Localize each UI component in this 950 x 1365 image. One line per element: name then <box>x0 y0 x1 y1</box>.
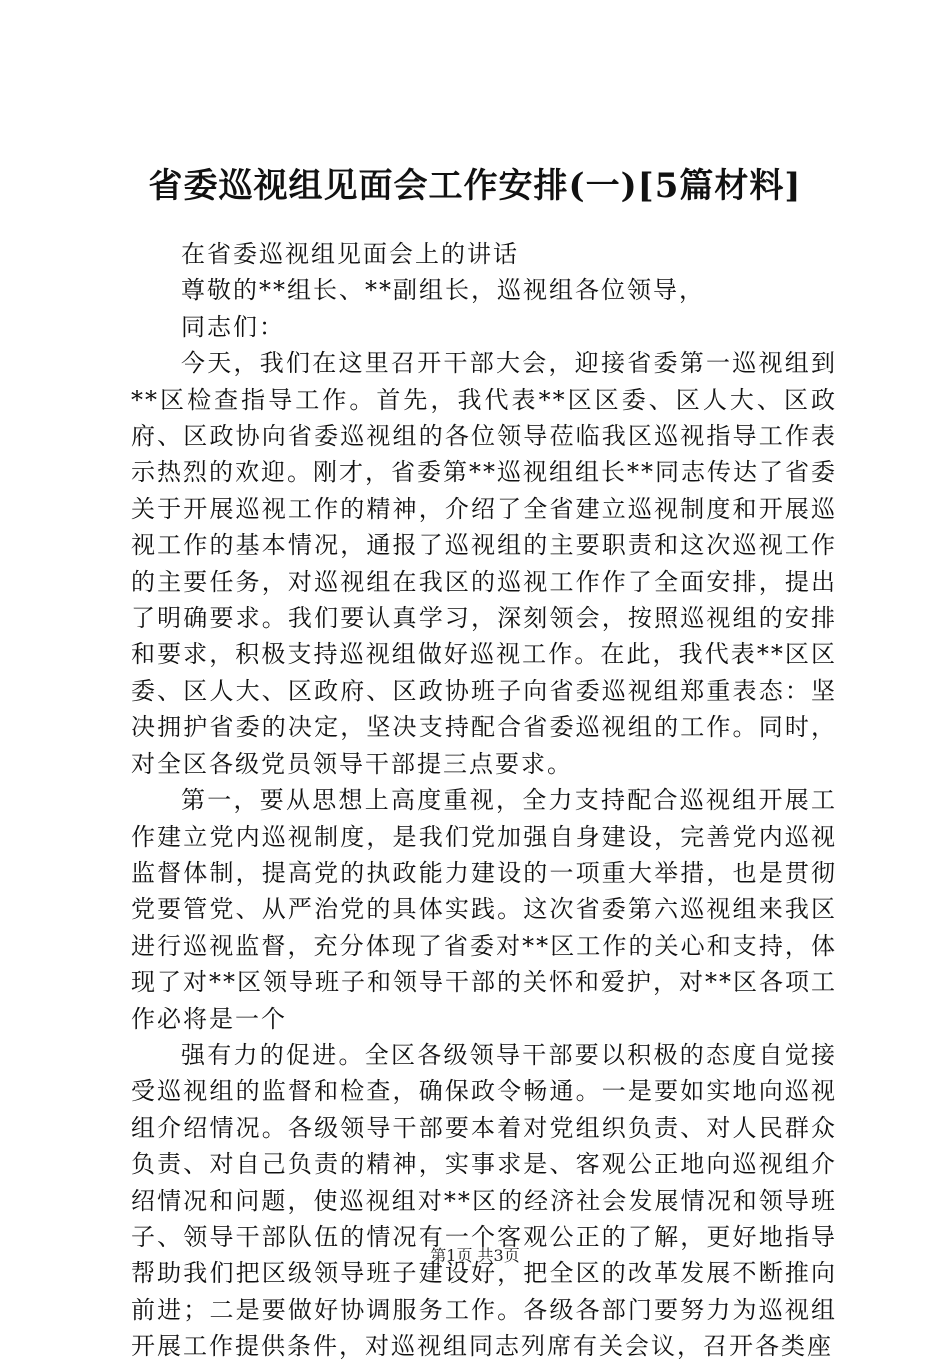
salutation-comrades: 同志们： <box>181 312 285 341</box>
paragraph-first-point: 第一，要从思想上高度重视，全力支持配合巡视组开展工作建立党内巡视制度，是我们党加强自身建设，完善党内巡视监督体制，提高党的执政能力建设的一项重大举措，也是贯彻党要管党、从严治党的具体实践。这次省委第六巡视组来我区进行巡视监督，充分体现了省委对**区工作的关心和支持，体现了对**区领导班子和领导干部的关怀和爱护，对**区各项工作必将是一个 <box>131 786 837 1033</box>
speech-heading: 在省委巡视组见面会上的讲话 <box>181 240 519 268</box>
paragraph-continuation: 强有力的促进。全区各级领导干部要以积极的态度自觉接受巡视组的监督和检查，确保政令畅通。一是要如实地向巡视组介绍情况。各级领导干部要本着对党组织负责、对人民群众负责、对自己负责的精神，实事求是、客观公正地向巡视组介绍情况和问题，使巡视组对**区的经济社会发展情况和领导班子、领导干部队伍的情况有一个客观公正的了解，更好地指导帮助我们把区级领导班子建设好，把全区的改革发展不断推向前进；二是要做好协调服务工作。各级各部门要努力为巡视组开展工作提供条件，对巡视组同志列席有关会议，召开各类座 <box>131 1040 837 1361</box>
paragraph-opening: 今天，我们在这里召开干部大会，迎接省委第一巡视组到**区检查指导工作。首先，我代表**区区委、区人大、区政府、区政协向省委巡视组的各位领导莅临我区巡视指导工作表示热烈的欢迎。刚才，省委第**巡视组组长**同志传达了省委关于开展巡视工作的精神，介绍了全省建立巡视制度和开展巡视工作的基本情况，通报了巡视组的主要职责和这次巡视工作的主要任务，对巡视组在我区的巡视工作作了全面安排，提出了明确要求。我们要认真学习，深刻领会，按照巡视组的安排和要求，积极支持巡视组做好巡视工作。在此，我代表**区区委、区人大、区政府、区政协班子向省委巡视组郑重表态：坚决拥护省委的决定，坚决支持配合省委巡视组的工作。同时，对全区各级党员领导干部提三点要求。 <box>131 349 837 778</box>
page-number-footer: 第1页 共3页 <box>430 1246 520 1265</box>
document-title: 省委巡视组见面会工作安排(一)[5篇材料] <box>148 166 802 206</box>
document-body <box>131 236 837 1365</box>
salutation-line: 尊敬的**组长、**副组长，巡视组各位领导， <box>181 276 705 305</box>
